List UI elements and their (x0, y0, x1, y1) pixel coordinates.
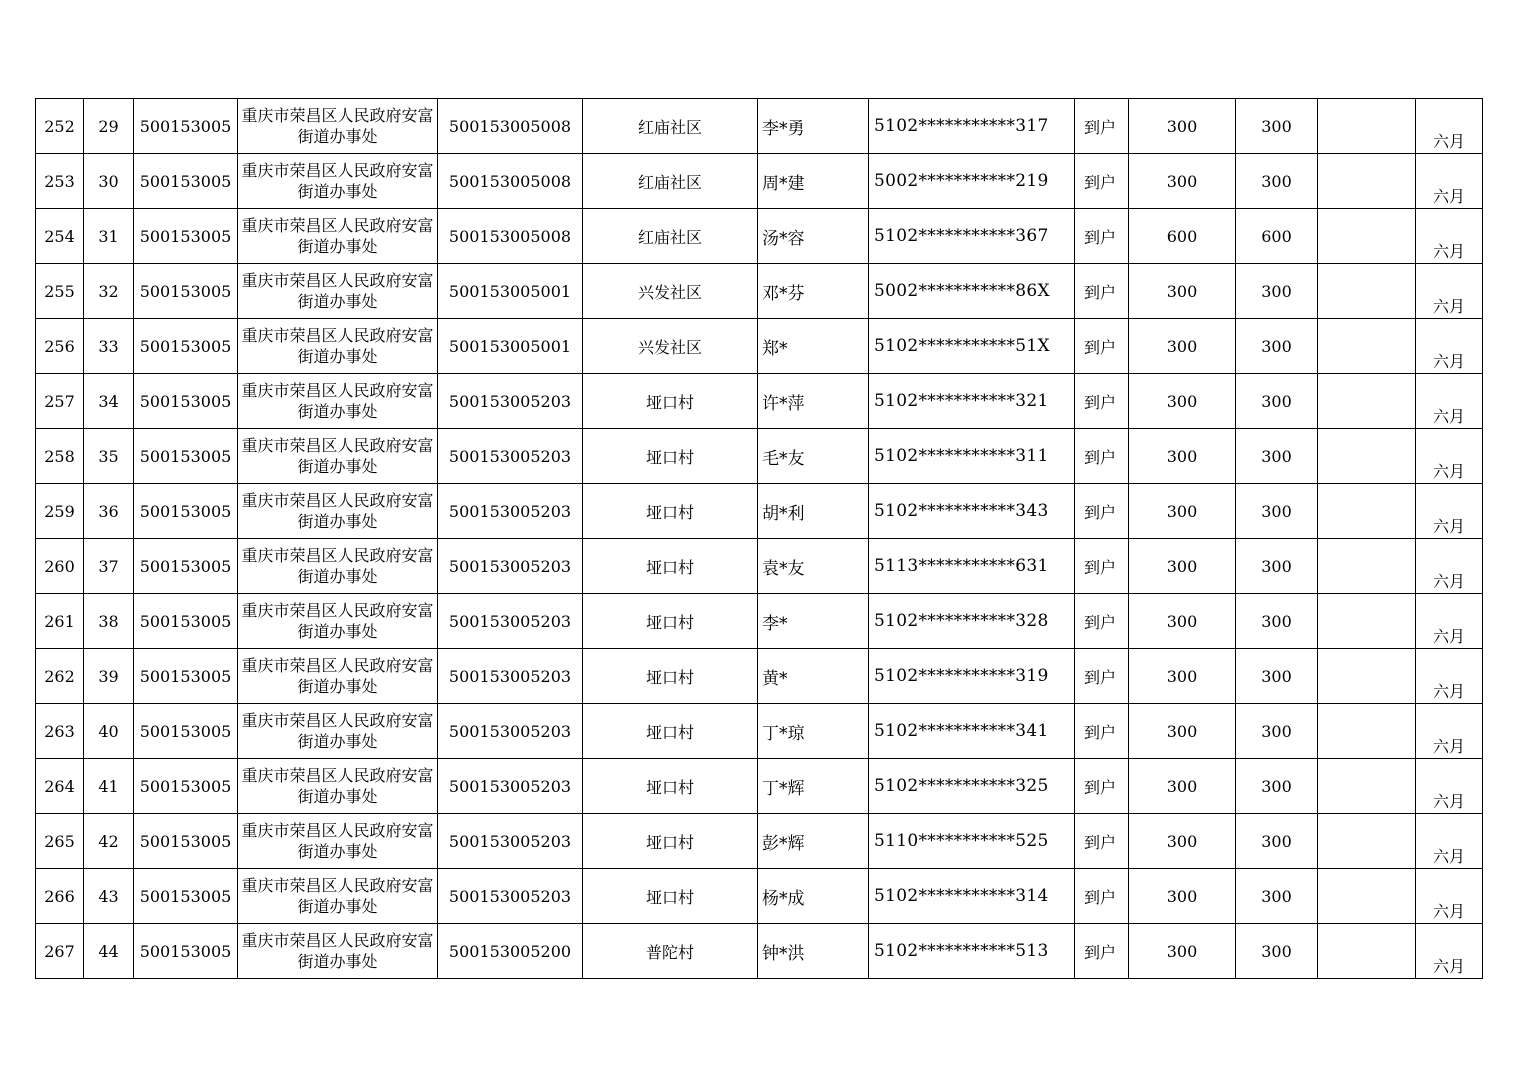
community-cell: 红庙社区 (583, 99, 758, 154)
name-cell: 许*萍 (758, 374, 869, 429)
street-code-cell: 500153005 (134, 704, 238, 759)
table-row (36, 484, 1483, 539)
delivery-type-cell: 到户 (1075, 99, 1129, 154)
sub-seq-cell: 44 (84, 924, 134, 979)
delivery-type-cell: 到户 (1075, 209, 1129, 264)
month-cell: 六月 (1416, 429, 1483, 484)
table-row (36, 814, 1483, 869)
amount-paid-cell: 300 (1236, 99, 1318, 154)
street-name-cell: 重庆市荣昌区人民政府安富街道办事处 (238, 209, 438, 264)
amount-paid-cell: 300 (1236, 539, 1318, 594)
table-row (36, 429, 1483, 484)
seq-cell: 262 (36, 649, 84, 704)
delivery-type-cell: 到户 (1075, 429, 1129, 484)
id-number-cell: 5102***********328 (869, 594, 1075, 649)
table-row (36, 99, 1483, 154)
remark-cell (1318, 429, 1416, 484)
community-code-cell: 500153005200 (438, 924, 583, 979)
community-cell: 垭口村 (583, 484, 758, 539)
community-code-cell: 500153005203 (438, 759, 583, 814)
seq-cell: 263 (36, 704, 84, 759)
remark-cell (1318, 594, 1416, 649)
street-code-cell: 500153005 (134, 319, 238, 374)
remark-cell (1318, 539, 1416, 594)
seq-cell: 254 (36, 209, 84, 264)
delivery-type-cell: 到户 (1075, 649, 1129, 704)
street-name-cell: 重庆市荣昌区人民政府安富街道办事处 (238, 99, 438, 154)
amount-paid-cell: 300 (1236, 869, 1318, 924)
table-row (36, 869, 1483, 924)
amount-cell: 300 (1129, 869, 1236, 924)
street-code-cell: 500153005 (134, 209, 238, 264)
month-cell: 六月 (1416, 924, 1483, 979)
remark-cell (1318, 154, 1416, 209)
remark-cell (1318, 484, 1416, 539)
community-cell: 垭口村 (583, 814, 758, 869)
seq-cell: 253 (36, 154, 84, 209)
amount-cell: 300 (1129, 704, 1236, 759)
street-code-cell: 500153005 (134, 374, 238, 429)
amount-paid-cell: 300 (1236, 594, 1318, 649)
month-cell: 六月 (1416, 869, 1483, 924)
street-name-cell: 重庆市荣昌区人民政府安富街道办事处 (238, 374, 438, 429)
amount-cell: 300 (1129, 924, 1236, 979)
amount-cell: 300 (1129, 759, 1236, 814)
amount-cell: 300 (1129, 429, 1236, 484)
name-cell: 彭*辉 (758, 814, 869, 869)
community-code-cell: 500153005001 (438, 319, 583, 374)
month-cell: 六月 (1416, 374, 1483, 429)
seq-cell: 259 (36, 484, 84, 539)
amount-paid-cell: 300 (1236, 154, 1318, 209)
community-code-cell: 500153005008 (438, 99, 583, 154)
amount-paid-cell: 300 (1236, 759, 1318, 814)
sub-seq-cell: 43 (84, 869, 134, 924)
id-number-cell: 5102***********341 (869, 704, 1075, 759)
street-name-cell: 重庆市荣昌区人民政府安富街道办事处 (238, 759, 438, 814)
community-code-cell: 500153005203 (438, 484, 583, 539)
community-cell: 垭口村 (583, 704, 758, 759)
seq-cell: 256 (36, 319, 84, 374)
sub-seq-cell: 32 (84, 264, 134, 319)
delivery-type-cell: 到户 (1075, 264, 1129, 319)
month-cell: 六月 (1416, 319, 1483, 374)
remark-cell (1318, 814, 1416, 869)
street-name-cell: 重庆市荣昌区人民政府安富街道办事处 (238, 924, 438, 979)
street-name-cell: 重庆市荣昌区人民政府安富街道办事处 (238, 869, 438, 924)
street-code-cell: 500153005 (134, 814, 238, 869)
month-cell: 六月 (1416, 759, 1483, 814)
table-body (36, 99, 1483, 979)
delivery-type-cell: 到户 (1075, 374, 1129, 429)
month-cell: 六月 (1416, 594, 1483, 649)
delivery-type-cell: 到户 (1075, 154, 1129, 209)
sub-seq-cell: 35 (84, 429, 134, 484)
seq-cell: 264 (36, 759, 84, 814)
name-cell: 毛*友 (758, 429, 869, 484)
remark-cell (1318, 704, 1416, 759)
name-cell: 袁*友 (758, 539, 869, 594)
community-code-cell: 500153005203 (438, 814, 583, 869)
month-cell: 六月 (1416, 209, 1483, 264)
id-number-cell: 5113***********631 (869, 539, 1075, 594)
community-code-cell: 500153005203 (438, 429, 583, 484)
sub-seq-cell: 34 (84, 374, 134, 429)
sub-seq-cell: 39 (84, 649, 134, 704)
street-name-cell: 重庆市荣昌区人民政府安富街道办事处 (238, 319, 438, 374)
name-cell: 黄* (758, 649, 869, 704)
street-code-cell: 500153005 (134, 924, 238, 979)
delivery-type-cell: 到户 (1075, 319, 1129, 374)
sub-seq-cell: 37 (84, 539, 134, 594)
street-code-cell: 500153005 (134, 594, 238, 649)
month-cell: 六月 (1416, 649, 1483, 704)
street-name-cell: 重庆市荣昌区人民政府安富街道办事处 (238, 594, 438, 649)
seq-cell: 257 (36, 374, 84, 429)
amount-cell: 300 (1129, 484, 1236, 539)
table-row (36, 759, 1483, 814)
community-cell: 垭口村 (583, 594, 758, 649)
street-name-cell: 重庆市荣昌区人民政府安富街道办事处 (238, 814, 438, 869)
table-row (36, 539, 1483, 594)
sub-seq-cell: 40 (84, 704, 134, 759)
remark-cell (1318, 924, 1416, 979)
seq-cell: 261 (36, 594, 84, 649)
community-cell: 普陀村 (583, 924, 758, 979)
amount-cell: 300 (1129, 319, 1236, 374)
id-number-cell: 5102***********321 (869, 374, 1075, 429)
seq-cell: 265 (36, 814, 84, 869)
amount-paid-cell: 300 (1236, 374, 1318, 429)
delivery-type-cell: 到户 (1075, 924, 1129, 979)
seq-cell: 260 (36, 539, 84, 594)
id-number-cell: 5110***********525 (869, 814, 1075, 869)
amount-cell: 300 (1129, 99, 1236, 154)
street-code-cell: 500153005 (134, 99, 238, 154)
street-code-cell: 500153005 (134, 539, 238, 594)
community-code-cell: 500153005203 (438, 539, 583, 594)
community-code-cell: 500153005203 (438, 594, 583, 649)
remark-cell (1318, 869, 1416, 924)
sub-seq-cell: 30 (84, 154, 134, 209)
name-cell: 邓*芬 (758, 264, 869, 319)
name-cell: 胡*利 (758, 484, 869, 539)
amount-paid-cell: 600 (1236, 209, 1318, 264)
id-number-cell: 5102***********513 (869, 924, 1075, 979)
id-number-cell: 5102***********317 (869, 99, 1075, 154)
street-code-cell: 500153005 (134, 649, 238, 704)
community-code-cell: 500153005008 (438, 209, 583, 264)
sub-seq-cell: 42 (84, 814, 134, 869)
amount-cell: 300 (1129, 814, 1236, 869)
street-code-cell: 500153005 (134, 154, 238, 209)
street-name-cell: 重庆市荣昌区人民政府安富街道办事处 (238, 649, 438, 704)
table-row (36, 649, 1483, 704)
seq-cell: 255 (36, 264, 84, 319)
amount-cell: 300 (1129, 539, 1236, 594)
id-number-cell: 5102***********311 (869, 429, 1075, 484)
community-cell: 垭口村 (583, 539, 758, 594)
community-code-cell: 500153005203 (438, 869, 583, 924)
street-name-cell: 重庆市荣昌区人民政府安富街道办事处 (238, 264, 438, 319)
delivery-type-cell: 到户 (1075, 814, 1129, 869)
id-number-cell: 5102***********51X (869, 319, 1075, 374)
name-cell: 李* (758, 594, 869, 649)
community-code-cell: 500153005203 (438, 649, 583, 704)
community-cell: 兴发社区 (583, 319, 758, 374)
delivery-type-cell: 到户 (1075, 704, 1129, 759)
name-cell: 郑* (758, 319, 869, 374)
community-cell: 垭口村 (583, 374, 758, 429)
table-row (36, 319, 1483, 374)
month-cell: 六月 (1416, 484, 1483, 539)
street-code-cell: 500153005 (134, 264, 238, 319)
amount-paid-cell: 300 (1236, 704, 1318, 759)
remark-cell (1318, 319, 1416, 374)
seq-cell: 267 (36, 924, 84, 979)
subsidy-table (35, 98, 1483, 979)
seq-cell: 252 (36, 99, 84, 154)
street-code-cell: 500153005 (134, 869, 238, 924)
delivery-type-cell: 到户 (1075, 484, 1129, 539)
sub-seq-cell: 33 (84, 319, 134, 374)
remark-cell (1318, 374, 1416, 429)
month-cell: 六月 (1416, 704, 1483, 759)
community-cell: 红庙社区 (583, 154, 758, 209)
remark-cell (1318, 649, 1416, 704)
name-cell: 杨*成 (758, 869, 869, 924)
table-row (36, 594, 1483, 649)
community-code-cell: 500153005008 (438, 154, 583, 209)
table-row (36, 704, 1483, 759)
remark-cell (1318, 759, 1416, 814)
community-code-cell: 500153005203 (438, 374, 583, 429)
amount-paid-cell: 300 (1236, 484, 1318, 539)
id-number-cell: 5102***********325 (869, 759, 1075, 814)
street-code-cell: 500153005 (134, 759, 238, 814)
community-cell: 兴发社区 (583, 264, 758, 319)
month-cell: 六月 (1416, 814, 1483, 869)
name-cell: 丁*琼 (758, 704, 869, 759)
community-cell: 红庙社区 (583, 209, 758, 264)
amount-paid-cell: 300 (1236, 814, 1318, 869)
month-cell: 六月 (1416, 539, 1483, 594)
community-code-cell: 500153005203 (438, 704, 583, 759)
amount-cell: 300 (1129, 264, 1236, 319)
remark-cell (1318, 209, 1416, 264)
id-number-cell: 5102***********367 (869, 209, 1075, 264)
seq-cell: 266 (36, 869, 84, 924)
delivery-type-cell: 到户 (1075, 869, 1129, 924)
table-row (36, 374, 1483, 429)
table-row (36, 264, 1483, 319)
id-number-cell: 5002***********86X (869, 264, 1075, 319)
id-number-cell: 5002***********219 (869, 154, 1075, 209)
amount-paid-cell: 300 (1236, 264, 1318, 319)
amount-paid-cell: 300 (1236, 924, 1318, 979)
amount-paid-cell: 300 (1236, 649, 1318, 704)
name-cell: 汤*容 (758, 209, 869, 264)
id-number-cell: 5102***********314 (869, 869, 1075, 924)
street-name-cell: 重庆市荣昌区人民政府安富街道办事处 (238, 154, 438, 209)
sub-seq-cell: 41 (84, 759, 134, 814)
community-cell: 垭口村 (583, 869, 758, 924)
sub-seq-cell: 38 (84, 594, 134, 649)
remark-cell (1318, 264, 1416, 319)
id-number-cell: 5102***********319 (869, 649, 1075, 704)
remark-cell (1318, 99, 1416, 154)
amount-paid-cell: 300 (1236, 429, 1318, 484)
community-code-cell: 500153005001 (438, 264, 583, 319)
amount-cell: 300 (1129, 649, 1236, 704)
community-cell: 垭口村 (583, 429, 758, 484)
amount-cell: 300 (1129, 374, 1236, 429)
month-cell: 六月 (1416, 154, 1483, 209)
community-cell: 垭口村 (583, 759, 758, 814)
street-code-cell: 500153005 (134, 484, 238, 539)
amount-paid-cell: 300 (1236, 319, 1318, 374)
community-cell: 垭口村 (583, 649, 758, 704)
id-number-cell: 5102***********343 (869, 484, 1075, 539)
month-cell: 六月 (1416, 99, 1483, 154)
street-code-cell: 500153005 (134, 429, 238, 484)
delivery-type-cell: 到户 (1075, 539, 1129, 594)
amount-cell: 300 (1129, 594, 1236, 649)
sub-seq-cell: 29 (84, 99, 134, 154)
name-cell: 李*勇 (758, 99, 869, 154)
street-name-cell: 重庆市荣昌区人民政府安富街道办事处 (238, 704, 438, 759)
name-cell: 钟*洪 (758, 924, 869, 979)
name-cell: 周*建 (758, 154, 869, 209)
table-row (36, 924, 1483, 979)
amount-cell: 600 (1129, 209, 1236, 264)
name-cell: 丁*辉 (758, 759, 869, 814)
month-cell: 六月 (1416, 264, 1483, 319)
table-row (36, 154, 1483, 209)
street-name-cell: 重庆市荣昌区人民政府安富街道办事处 (238, 539, 438, 594)
seq-cell: 258 (36, 429, 84, 484)
delivery-type-cell: 到户 (1075, 759, 1129, 814)
sub-seq-cell: 36 (84, 484, 134, 539)
street-name-cell: 重庆市荣昌区人民政府安富街道办事处 (238, 484, 438, 539)
delivery-type-cell: 到户 (1075, 594, 1129, 649)
sub-seq-cell: 31 (84, 209, 134, 264)
table-row (36, 209, 1483, 264)
amount-cell: 300 (1129, 154, 1236, 209)
street-name-cell: 重庆市荣昌区人民政府安富街道办事处 (238, 429, 438, 484)
